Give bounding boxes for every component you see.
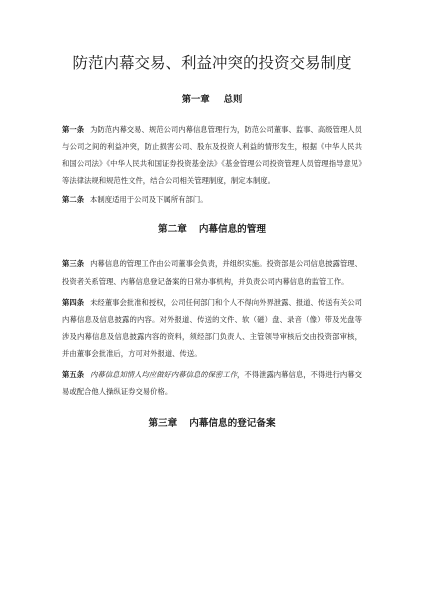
article-text: 内幕信息的管理工作由公司董事会负责，并组织实施。投资部是公司信息披露管理、投资者关系管理、内幕信息登记备案的日常办事机构，并负责公司内幕信息的监管工作。 xyxy=(62,259,362,286)
article-label: 第五条 xyxy=(62,370,85,380)
chapter-heading xyxy=(62,222,362,238)
chapter-heading xyxy=(62,416,362,432)
article-emphasis-text: 内幕信息知情人均应做好内幕信息的保密工作 xyxy=(90,370,238,380)
article-label: 第一条 xyxy=(62,125,85,134)
article-paragraph xyxy=(62,294,362,362)
article-text: ，不得泄露内幕信息，不得进行内幕交易或配合他人操纵证券交易价格。 xyxy=(62,370,362,397)
chapter-name: 内幕信息的登记备案 xyxy=(189,418,276,430)
article-label: 第四条 xyxy=(62,297,85,307)
chapter-name: 内幕信息的管理 xyxy=(198,224,266,236)
article-label: 第三条 xyxy=(62,259,85,269)
document-title: 防范内幕交易、利益冲突的投资交易制度 xyxy=(72,54,352,72)
article-text: 本制度适用于公司及下属所有部门。 xyxy=(90,195,208,205)
chapter-heading xyxy=(62,93,362,107)
article-paragraph xyxy=(62,121,362,189)
chapter-number: 第一章 xyxy=(181,94,210,105)
chapter-number: 第三章 xyxy=(148,418,178,430)
article-text: 为防范内幕交易、规范公司内幕信息管理行为，防范公司董事、监事、高级管理人员与公司之间的利益冲突，防止损害公司、股东及投资人利益的情形发生，根据《中华人民共和国公司法》《中华人民共和国证券投资基金法》《基金管理公司投资管理人员管理指导意见》等法律法规和规范性文件，结合公司相关管理制度，制定本制度。 xyxy=(62,125,362,186)
article-paragraph xyxy=(62,366,362,400)
article-paragraph xyxy=(62,191,362,208)
article-label: 第二条 xyxy=(62,195,85,205)
chapter-name: 总则 xyxy=(223,94,243,105)
article-text: 未经董事会批准和授权，公司任何部门和个人不得向外界泄露、报道、传送有关公司内幕信息及信息披露的内容。对外报道、传送的文件、软（磁）盘、录音（像）带及光盘等涉及内幕信息及信息披露内容的资料，须经部门负责人、主管领导审核后交由投资部审核，并由董事会批准后，方可对外报道、传送。 xyxy=(62,297,362,358)
article-paragraph xyxy=(62,255,362,289)
chapter-number: 第二章 xyxy=(158,224,187,236)
